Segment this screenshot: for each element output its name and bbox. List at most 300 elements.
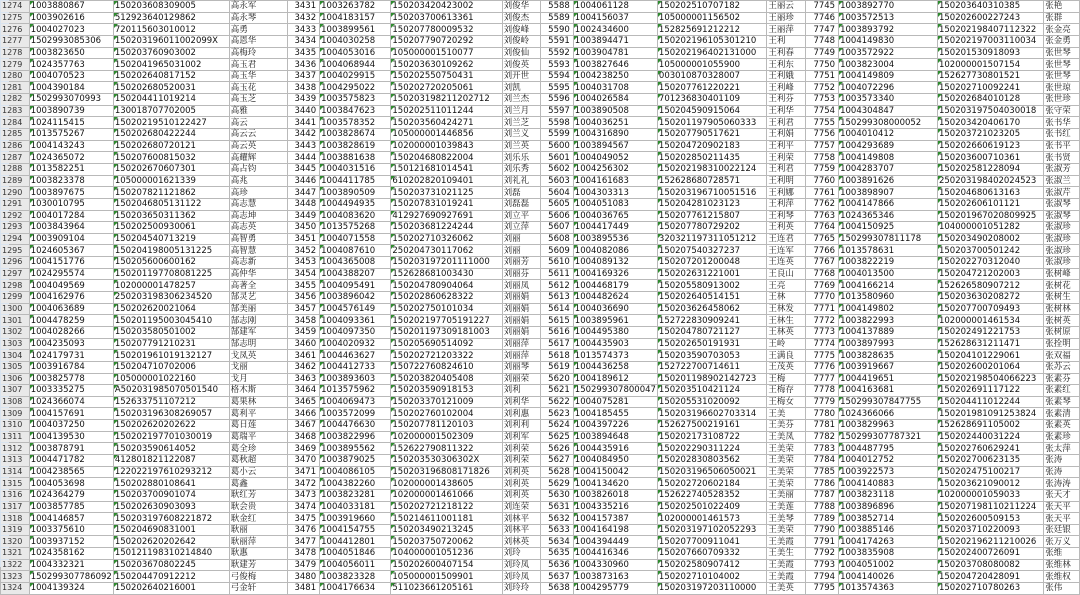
table-cell[interactable]: 150202670607301 bbox=[113, 163, 229, 175]
row-number[interactable]: 1275 bbox=[1, 12, 30, 24]
table-cell[interactable]: 1004068944 bbox=[320, 59, 391, 71]
table-cell[interactable]: 张廷银 bbox=[1044, 524, 1080, 536]
table-cell[interactable]: 7779 bbox=[806, 396, 839, 408]
table-cell[interactable]: 7759 bbox=[806, 163, 839, 175]
table-cell[interactable]: 郜志刚 bbox=[229, 315, 288, 327]
table-cell[interactable]: 150204680822004 bbox=[391, 152, 502, 164]
table-cell[interactable]: 7747 bbox=[806, 24, 839, 36]
table-cell[interactable]: 1024366074 bbox=[29, 396, 113, 408]
row-number[interactable]: 1307 bbox=[1, 385, 30, 397]
table-cell[interactable]: 150202721203322 bbox=[391, 350, 502, 362]
table-cell[interactable]: 1024358162 bbox=[29, 548, 113, 560]
table-cell[interactable]: 1004419651 bbox=[839, 373, 938, 385]
row-number[interactable]: 1278 bbox=[1, 47, 30, 59]
table-cell[interactable]: 3445 bbox=[288, 163, 320, 175]
table-cell[interactable]: 3474 bbox=[288, 501, 320, 513]
table-cell[interactable]: 王利春 bbox=[767, 47, 806, 59]
table-cell[interactable]: 150202640514151 bbox=[657, 292, 766, 304]
row-number[interactable]: 1277 bbox=[1, 35, 30, 47]
table-cell[interactable]: 150203670802245 bbox=[113, 559, 229, 571]
table-cell[interactable]: 150203196808171826 bbox=[391, 466, 502, 478]
table-cell[interactable]: 王梅存 bbox=[767, 385, 806, 397]
table-cell[interactable]: 150202720205061 bbox=[391, 82, 502, 94]
table-cell[interactable]: 150207540327237 bbox=[657, 245, 766, 257]
table-cell[interactable]: 150203608309005 bbox=[113, 1, 229, 13]
table-cell[interactable]: 刘丽娟 bbox=[502, 303, 540, 315]
table-cell[interactable]: 150202850211435 bbox=[657, 152, 766, 164]
table-cell[interactable]: 7769 bbox=[806, 280, 839, 292]
table-cell[interactable]: 7789 bbox=[806, 513, 839, 525]
table-cell[interactable]: 1004476630 bbox=[320, 420, 391, 432]
table-cell[interactable]: 1004166214 bbox=[839, 280, 938, 292]
table-cell[interactable]: 1003937152 bbox=[29, 536, 113, 548]
table-cell[interactable]: 1004013500 bbox=[839, 268, 938, 280]
table-cell[interactable]: 张世琴 bbox=[1044, 70, 1080, 82]
table-cell[interactable]: 王利娥 bbox=[767, 70, 806, 82]
table-cell[interactable]: 3444 bbox=[288, 152, 320, 164]
table-cell[interactable]: 150207600815032 bbox=[113, 152, 229, 164]
table-cell[interactable]: 1004134620 bbox=[573, 478, 657, 490]
table-cell[interactable]: 150203640310385 bbox=[937, 1, 1043, 13]
table-cell[interactable]: 105000001510077 bbox=[391, 47, 502, 59]
table-cell[interactable]: 1004176634 bbox=[320, 583, 391, 595]
table-cell[interactable]: 1004335216 bbox=[573, 501, 657, 513]
table-cell[interactable]: 152628680728571 bbox=[657, 175, 766, 187]
table-cell[interactable]: 150207791210231 bbox=[113, 338, 229, 350]
table-cell[interactable]: 刘丽娟 bbox=[502, 326, 540, 338]
row-number[interactable]: 1308 bbox=[1, 396, 30, 408]
table-cell[interactable]: 150202600509153 bbox=[937, 513, 1043, 525]
table-cell[interactable]: 3440 bbox=[288, 105, 320, 117]
table-cell[interactable]: 150201981091253824 bbox=[937, 408, 1043, 420]
table-cell[interactable]: 150207780729202 bbox=[657, 222, 766, 234]
table-cell[interactable]: 王美琴 bbox=[767, 513, 806, 525]
row-number[interactable]: 1302 bbox=[1, 326, 30, 338]
table-cell[interactable]: 1004093361 bbox=[320, 315, 391, 327]
table-cell[interactable]: 150299307847755 bbox=[839, 396, 938, 408]
table-cell[interactable]: 1004051083 bbox=[573, 198, 657, 210]
table-cell[interactable]: 3469 bbox=[288, 443, 320, 455]
table-cell[interactable]: 150202440031224 bbox=[937, 431, 1043, 443]
table-cell[interactable]: 150299308000052 bbox=[839, 117, 938, 129]
table-cell[interactable]: 1004072296 bbox=[839, 82, 938, 94]
table-cell[interactable]: 张涛 bbox=[1044, 466, 1080, 478]
table-cell[interactable]: 刘丽琴 bbox=[502, 361, 540, 373]
table-cell[interactable]: 张素清 bbox=[1044, 408, 1080, 420]
table-cell[interactable]: 250204730117062 bbox=[391, 245, 502, 257]
table-cell[interactable]: 150202198407112322 bbox=[937, 24, 1043, 36]
row-number[interactable]: 1300 bbox=[1, 303, 30, 315]
table-cell[interactable]: 150203196011002099X bbox=[113, 35, 229, 47]
table-cell[interactable]: 150207831019241 bbox=[391, 198, 502, 210]
row-number[interactable]: 1311 bbox=[1, 431, 30, 443]
table-cell[interactable]: 高志新 bbox=[229, 257, 288, 269]
table-cell[interactable]: 1003880867 bbox=[29, 1, 113, 13]
row-number[interactable]: 1280 bbox=[1, 70, 30, 82]
table-cell[interactable]: 150203420406170 bbox=[937, 117, 1043, 129]
table-cell[interactable]: 150207761220221 bbox=[657, 82, 766, 94]
table-cell[interactable]: 150299307786092 bbox=[30, 571, 112, 582]
table-cell[interactable]: 3457 bbox=[288, 303, 320, 315]
table-cell[interactable]: 1004069473 bbox=[320, 396, 391, 408]
table-cell[interactable]: 刘立平 bbox=[502, 210, 540, 222]
table-cell[interactable]: 1004412733 bbox=[320, 361, 391, 373]
table-cell[interactable]: 1004084950 bbox=[573, 454, 657, 466]
table-cell[interactable]: 刘丽芬 bbox=[502, 268, 540, 280]
table-cell[interactable]: 1004049569 bbox=[29, 280, 113, 292]
table-cell[interactable]: 1004082086 bbox=[573, 245, 657, 257]
table-cell[interactable]: 150201967020809925 bbox=[937, 210, 1043, 222]
table-cell[interactable]: 1004061128 bbox=[573, 1, 657, 13]
table-cell[interactable]: 5613 bbox=[540, 292, 573, 304]
table-cell[interactable]: 150207201200048 bbox=[657, 257, 766, 269]
table-cell[interactable]: 张淑珍 bbox=[1044, 257, 1080, 269]
row-number[interactable]: 1324 bbox=[1, 583, 30, 595]
table-cell[interactable]: 1003909104 bbox=[29, 233, 113, 245]
table-cell[interactable]: 5621 bbox=[540, 385, 573, 397]
row-number[interactable]: 1316 bbox=[1, 489, 30, 501]
table-cell[interactable]: 105000001446856 bbox=[391, 129, 502, 141]
table-cell[interactable]: 1004140883 bbox=[839, 478, 938, 490]
table-cell[interactable]: 102000001502309 bbox=[391, 431, 502, 443]
table-cell[interactable]: 150204470912212 bbox=[113, 571, 229, 583]
table-cell[interactable]: 150203197102052293 bbox=[657, 524, 766, 536]
table-cell[interactable]: 1003890508 bbox=[573, 105, 657, 117]
table-cell[interactable]: 1004143243 bbox=[29, 140, 113, 152]
table-cell[interactable]: 1004071558 bbox=[320, 233, 391, 245]
table-cell[interactable]: 150203196710051516 bbox=[657, 187, 766, 199]
table-cell[interactable]: 150205690514092 bbox=[391, 338, 502, 350]
table-cell[interactable]: 刘利英 bbox=[502, 489, 540, 501]
table-cell[interactable]: 1024364279 bbox=[29, 489, 113, 501]
table-cell[interactable]: 3473 bbox=[288, 489, 320, 501]
table-cell[interactable]: 150202196105301210 bbox=[657, 35, 766, 47]
table-cell[interactable]: 1003896042 bbox=[320, 292, 391, 304]
table-cell[interactable]: 150202691117122 bbox=[937, 385, 1043, 397]
table-cell[interactable]: 刘利利 bbox=[502, 420, 540, 432]
row-number[interactable]: 1314 bbox=[1, 466, 30, 478]
table-cell[interactable]: 1024295574 bbox=[29, 268, 113, 280]
table-cell[interactable]: 葛全珍 bbox=[229, 443, 288, 455]
table-cell[interactable]: 150203197608221872 bbox=[113, 513, 229, 525]
table-cell[interactable]: 150203650311362 bbox=[113, 210, 229, 222]
table-cell[interactable]: 张世琴 bbox=[1044, 47, 1080, 59]
table-cell[interactable]: 7748 bbox=[806, 35, 839, 47]
table-cell[interactable]: 刘兰杰 bbox=[502, 94, 540, 106]
table-cell[interactable]: 3477 bbox=[288, 536, 320, 548]
table-cell[interactable]: 5636 bbox=[540, 559, 573, 571]
table-cell[interactable]: 5602 bbox=[540, 163, 573, 175]
table-cell[interactable]: 刘兰义 bbox=[502, 129, 540, 141]
table-cell[interactable]: 7773 bbox=[806, 326, 839, 338]
table-cell[interactable]: 刘俊峰 bbox=[502, 24, 540, 36]
table-cell[interactable]: 150204590915064 bbox=[657, 105, 766, 117]
table-cell[interactable]: 003010870328007 bbox=[657, 70, 766, 82]
table-cell[interactable]: 张树生 bbox=[1044, 292, 1080, 304]
table-cell[interactable]: 1004468179 bbox=[573, 280, 657, 292]
row-number[interactable]: 1301 bbox=[1, 315, 30, 327]
table-cell[interactable]: 1004083620 bbox=[320, 210, 391, 222]
table-cell[interactable]: 张淑芹 bbox=[1044, 187, 1080, 199]
table-cell[interactable]: 152722700714611 bbox=[657, 361, 766, 373]
table-cell[interactable]: 耿会贵 bbox=[229, 501, 288, 513]
table-cell[interactable]: 王利琴 bbox=[767, 210, 806, 222]
table-cell[interactable]: 150203198211202712 bbox=[391, 94, 502, 106]
table-cell[interactable]: 152627730801521 bbox=[937, 70, 1043, 82]
row-number[interactable]: 1286 bbox=[1, 140, 30, 152]
table-cell[interactable]: 刘礼礼 bbox=[502, 175, 540, 187]
table-cell[interactable]: 1003825778 bbox=[29, 373, 113, 385]
table-cell[interactable]: 王美霞 bbox=[767, 559, 806, 571]
table-cell[interactable]: 1003823004 bbox=[839, 59, 938, 71]
table-cell[interactable]: 1003893792 bbox=[839, 24, 938, 36]
table-cell[interactable]: 150202720602184 bbox=[657, 478, 766, 490]
table-cell[interactable]: 150202197003110034 bbox=[937, 35, 1043, 47]
table-cell[interactable]: 150204411019214 bbox=[113, 94, 229, 106]
table-cell[interactable]: 150203197203110000 bbox=[657, 583, 766, 595]
table-cell[interactable]: 刘丽芳 bbox=[502, 257, 540, 269]
table-cell[interactable]: 5619 bbox=[540, 361, 573, 373]
table-cell[interactable]: 3453 bbox=[288, 257, 320, 269]
row-number[interactable]: 1283 bbox=[1, 105, 30, 117]
table-cell[interactable]: 王亮 bbox=[767, 280, 806, 292]
table-cell[interactable]: 150203196506050021 bbox=[657, 466, 766, 478]
table-cell[interactable]: 105000001156502 bbox=[657, 12, 766, 24]
table-cell[interactable]: 150205531020092 bbox=[657, 396, 766, 408]
table-cell[interactable]: 葛日莲 bbox=[229, 420, 288, 432]
row-number[interactable]: 1295 bbox=[1, 245, 30, 257]
table-cell[interactable]: 5638 bbox=[540, 583, 573, 595]
table-cell[interactable]: 刘乐秀 bbox=[502, 163, 540, 175]
table-cell[interactable]: 1502993070993 bbox=[29, 94, 113, 106]
table-cell[interactable]: 150204780904064 bbox=[391, 280, 502, 292]
table-cell[interactable]: 刘利华 bbox=[502, 396, 540, 408]
table-cell[interactable]: 3451 bbox=[288, 233, 320, 245]
table-cell[interactable]: 1004036765 bbox=[573, 210, 657, 222]
table-cell[interactable]: 刘俊华 bbox=[502, 1, 540, 13]
table-cell[interactable]: 1004012752 bbox=[839, 454, 938, 466]
table-cell[interactable]: 150202760102004 bbox=[391, 408, 502, 420]
table-cell[interactable]: 1003899561 bbox=[320, 24, 391, 36]
table-cell[interactable]: 王利平 bbox=[767, 140, 806, 152]
table-cell[interactable]: 3463 bbox=[288, 373, 320, 385]
table-cell[interactable]: 150207780009532 bbox=[391, 24, 502, 36]
table-cell[interactable]: 刘连荣 bbox=[502, 501, 540, 513]
table-cell[interactable]: 150202600407154 bbox=[391, 559, 502, 571]
table-cell[interactable]: 7754 bbox=[806, 105, 839, 117]
table-cell[interactable]: 5630 bbox=[540, 489, 573, 501]
table-cell[interactable]: 1003904781 bbox=[573, 47, 657, 59]
table-cell[interactable]: 高珍 bbox=[229, 187, 288, 199]
table-cell[interactable]: 1003578352 bbox=[320, 117, 391, 129]
table-cell[interactable]: 150202710092241 bbox=[937, 82, 1043, 94]
table-cell[interactable]: 1004030258 bbox=[320, 35, 391, 47]
table-cell[interactable]: 张素珍 bbox=[1044, 431, 1080, 443]
table-cell[interactable]: 3442 bbox=[288, 129, 320, 141]
table-cell[interactable]: 王利君 bbox=[767, 117, 806, 129]
table-cell[interactable]: 1003843964 bbox=[29, 222, 113, 234]
table-cell[interactable]: 152628631211471 bbox=[937, 338, 1043, 350]
table-cell[interactable]: 5634 bbox=[540, 536, 573, 548]
table-cell[interactable]: 1004051002 bbox=[839, 559, 938, 571]
table-cell[interactable]: 张树林 bbox=[1044, 303, 1080, 315]
table-cell[interactable]: 152628691105002 bbox=[937, 420, 1043, 432]
table-cell[interactable]: 5603 bbox=[540, 175, 573, 187]
table-cell[interactable]: 150207761215807 bbox=[657, 210, 766, 222]
table-cell[interactable]: 1003894648 bbox=[573, 431, 657, 443]
table-cell[interactable]: 1003895562 bbox=[320, 443, 391, 455]
table-cell[interactable]: A502031985070501540 bbox=[113, 385, 229, 397]
table-cell[interactable]: 高永军 bbox=[229, 1, 288, 13]
table-cell[interactable]: 王美生 bbox=[767, 548, 806, 560]
table-cell[interactable]: 刘磊 bbox=[502, 187, 540, 199]
table-cell[interactable]: 3465 bbox=[288, 396, 320, 408]
table-cell[interactable]: 150204720428091 bbox=[937, 571, 1043, 583]
table-cell[interactable]: 郜美丽 bbox=[229, 303, 288, 315]
row-number[interactable]: 1315 bbox=[1, 478, 30, 490]
table-cell[interactable]: 150204198005131225 bbox=[113, 245, 229, 257]
table-cell[interactable]: 3434 bbox=[288, 35, 320, 47]
table-cell[interactable]: 王丽云 bbox=[767, 1, 806, 13]
table-cell[interactable]: 张维 bbox=[1044, 548, 1080, 560]
table-cell[interactable]: 3443 bbox=[288, 140, 320, 152]
table-cell[interactable]: 1004495380 bbox=[573, 326, 657, 338]
table-cell[interactable]: 150203196308269057 bbox=[113, 408, 229, 420]
table-cell[interactable]: 葛瑞平 bbox=[229, 431, 288, 443]
table-cell[interactable]: 1004238565 bbox=[29, 466, 113, 478]
table-cell[interactable]: 高智慧 bbox=[229, 245, 288, 257]
table-cell[interactable]: 高梅玲 bbox=[229, 47, 288, 59]
row-number[interactable]: 1312 bbox=[1, 443, 30, 455]
table-cell[interactable]: 152628681003430 bbox=[391, 268, 502, 280]
table-cell[interactable]: 7790 bbox=[806, 524, 839, 536]
table-cell[interactable]: 张艳 bbox=[1044, 1, 1080, 13]
table-cell[interactable]: 7776 bbox=[806, 361, 839, 373]
table-cell[interactable]: 1013574373 bbox=[573, 350, 657, 362]
table-cell[interactable]: 高雅 bbox=[229, 105, 288, 117]
table-cell[interactable]: 7777 bbox=[806, 373, 839, 385]
table-cell[interactable]: 7753 bbox=[806, 94, 839, 106]
table-cell[interactable]: 150203721023205 bbox=[937, 129, 1043, 141]
table-cell[interactable]: 1004435903 bbox=[573, 338, 657, 350]
table-cell[interactable]: 150204540713219 bbox=[113, 233, 229, 245]
table-cell[interactable]: 刘丽凤 bbox=[502, 280, 540, 292]
table-cell[interactable]: 1004029915 bbox=[320, 70, 391, 82]
table-cell[interactable]: 1004482624 bbox=[573, 292, 657, 304]
table-cell[interactable]: 1003575823 bbox=[320, 94, 391, 106]
table-cell[interactable]: 150207198110211224 bbox=[937, 501, 1043, 513]
row-number[interactable]: 1292 bbox=[1, 210, 30, 222]
row-number[interactable]: 1294 bbox=[1, 233, 30, 245]
table-cell[interactable]: 3466 bbox=[288, 408, 320, 420]
table-cell[interactable]: 7765 bbox=[806, 233, 839, 245]
table-cell[interactable]: 1024365072 bbox=[29, 152, 113, 164]
table-cell[interactable]: 1004075281 bbox=[573, 396, 657, 408]
table-cell[interactable]: 1004150042 bbox=[573, 466, 657, 478]
table-cell[interactable]: 3464 bbox=[288, 385, 320, 397]
table-cell[interactable]: 王美莲 bbox=[767, 501, 806, 513]
table-cell[interactable]: 150202631221001 bbox=[657, 268, 766, 280]
table-cell[interactable]: 150204710702006 bbox=[113, 361, 229, 373]
table-cell[interactable]: 张双福 bbox=[1044, 350, 1080, 362]
table-cell[interactable]: 1004056011 bbox=[320, 559, 391, 571]
table-cell[interactable]: 150202684010128 bbox=[937, 94, 1043, 106]
table-cell[interactable]: 刘兰英 bbox=[502, 140, 540, 152]
table-cell[interactable]: 张拴明 bbox=[1044, 338, 1080, 350]
table-cell[interactable]: 张淑珍 bbox=[1044, 222, 1080, 234]
table-cell[interactable]: 张树原 bbox=[1044, 326, 1080, 338]
table-cell[interactable]: 150202680720121 bbox=[113, 140, 229, 152]
table-cell[interactable]: 150202600227243 bbox=[937, 12, 1043, 24]
table-cell[interactable]: 150214611001181 bbox=[391, 513, 502, 525]
table-cell[interactable]: 1003857785 bbox=[29, 501, 113, 513]
table-cell[interactable]: 1004027023 bbox=[29, 24, 113, 36]
table-cell[interactable]: 刘俊仙 bbox=[502, 47, 540, 59]
table-cell[interactable]: 150202630903093 bbox=[113, 501, 229, 513]
table-cell[interactable]: 150203420423002 bbox=[391, 1, 502, 13]
table-cell[interactable]: 150203600710361 bbox=[937, 152, 1043, 164]
table-cell[interactable]: 5606 bbox=[540, 210, 573, 222]
table-cell[interactable]: 122022197610293212 bbox=[113, 466, 229, 478]
table-cell[interactable]: 150204101229061 bbox=[937, 350, 1043, 362]
table-cell[interactable]: 3431 bbox=[288, 1, 320, 13]
table-cell[interactable]: 3455 bbox=[288, 280, 320, 292]
table-cell[interactable]: 7781 bbox=[806, 420, 839, 432]
table-cell[interactable]: 1003847623 bbox=[320, 105, 391, 117]
table-cell[interactable]: 105000001509901 bbox=[391, 571, 502, 583]
table-cell[interactable]: 150202491221753 bbox=[937, 326, 1043, 338]
table-cell[interactable]: 150203490208002 bbox=[937, 233, 1043, 245]
table-cell[interactable]: 5605 bbox=[540, 198, 573, 210]
table-cell[interactable]: 1003852714 bbox=[839, 513, 938, 525]
table-cell[interactable]: 5596 bbox=[540, 94, 573, 106]
table-cell[interactable]: 张世珍 bbox=[1044, 94, 1080, 106]
table-cell[interactable]: 1004238250 bbox=[573, 70, 657, 82]
table-cell[interactable]: 王美丽 bbox=[767, 489, 806, 501]
table-cell[interactable]: 1003893603 bbox=[320, 373, 391, 385]
table-cell[interactable]: 150202650191931 bbox=[657, 338, 766, 350]
table-cell[interactable]: 1004397226 bbox=[573, 420, 657, 432]
table-cell[interactable]: 刘林英 bbox=[502, 536, 540, 548]
table-cell[interactable]: 7775 bbox=[806, 350, 839, 362]
table-cell[interactable]: 720115603010012 bbox=[113, 24, 229, 36]
table-cell[interactable]: 1004417449 bbox=[573, 222, 657, 234]
table-cell[interactable]: 王茂英 bbox=[767, 361, 806, 373]
table-cell[interactable]: 1003878791 bbox=[29, 443, 113, 455]
table-cell[interactable]: 130018707702005 bbox=[113, 105, 229, 117]
table-cell[interactable]: 张涛 bbox=[1044, 454, 1080, 466]
row-number[interactable]: 1291 bbox=[1, 198, 30, 210]
table-cell[interactable]: 刘林平 bbox=[502, 524, 540, 536]
table-cell[interactable]: 耿丽 bbox=[229, 524, 288, 536]
table-cell[interactable]: 150202606101121 bbox=[937, 198, 1043, 210]
table-cell[interactable]: 3458 bbox=[288, 315, 320, 327]
table-cell[interactable]: 刘玲凤 bbox=[502, 559, 540, 571]
table-cell[interactable]: 3468 bbox=[288, 431, 320, 443]
table-cell[interactable]: 150121198310214840 bbox=[113, 548, 229, 560]
table-cell[interactable]: 150203590703053 bbox=[657, 350, 766, 362]
table-cell[interactable]: 1004487795 bbox=[839, 443, 938, 455]
table-cell[interactable]: 7792 bbox=[806, 548, 839, 560]
table-cell[interactable]: 3437 bbox=[288, 70, 320, 82]
table-cell[interactable]: 1013580960 bbox=[839, 292, 938, 304]
table-cell[interactable]: 150203560424271 bbox=[391, 117, 502, 129]
table-cell[interactable]: 3436 bbox=[288, 59, 320, 71]
table-cell[interactable]: 张素红 bbox=[1044, 385, 1080, 397]
table-cell[interactable]: 1004293689 bbox=[839, 140, 938, 152]
row-number[interactable]: 1306 bbox=[1, 373, 30, 385]
table-cell[interactable]: 105000001055900 bbox=[657, 59, 766, 71]
